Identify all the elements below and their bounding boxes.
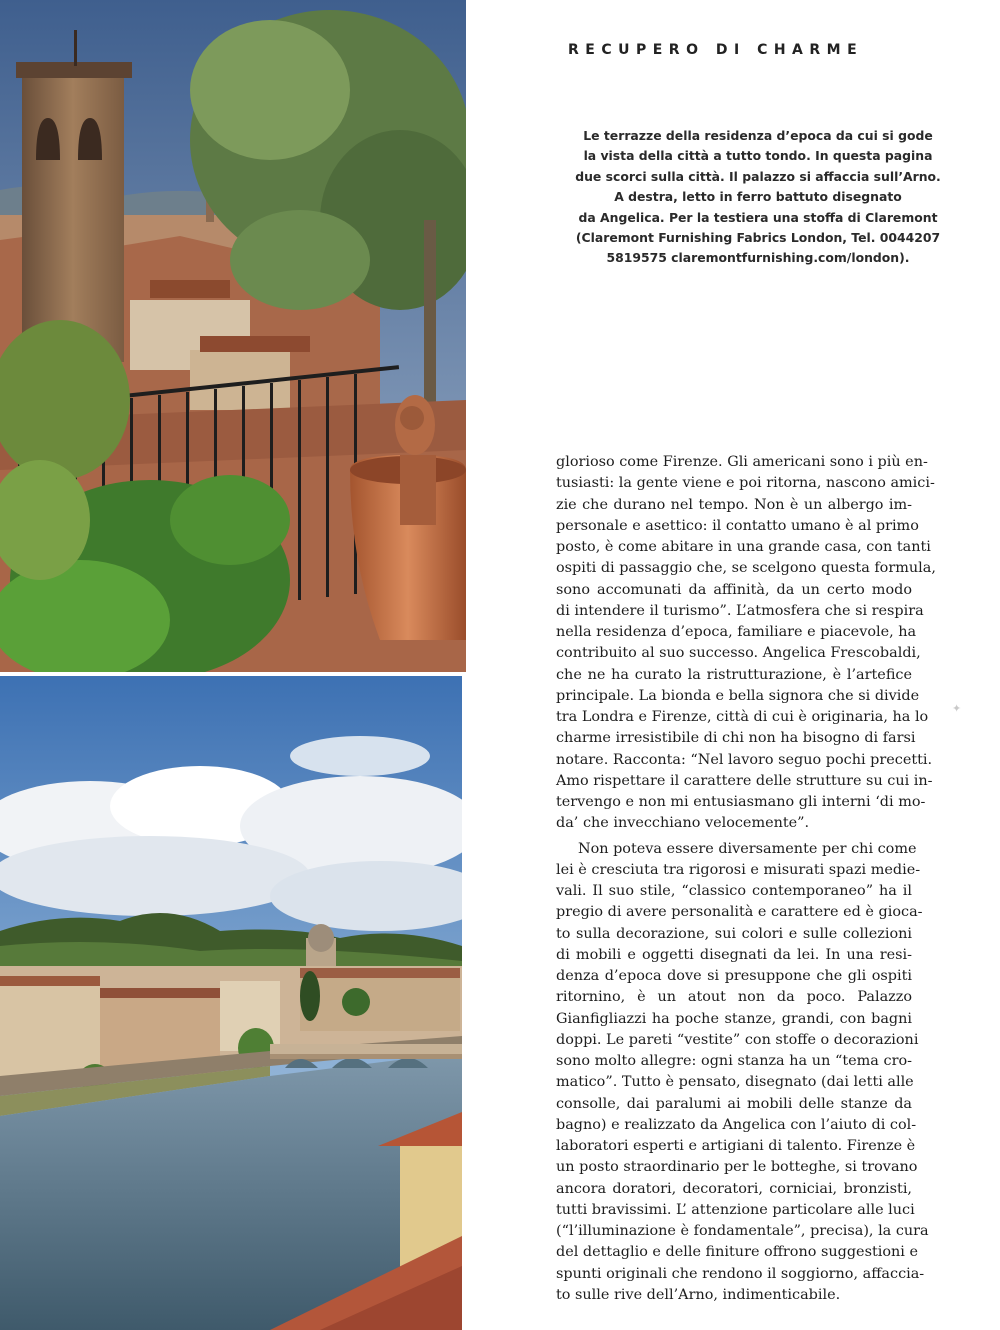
- body-line: contribuito al suo successo. Angelica Frescobaldi,: [556, 645, 921, 662]
- body-line: che ne ha curato la ristrutturazione, è l’artefice: [556, 666, 912, 683]
- body-line: personale e asettico: il contatto umano è al primo: [556, 517, 919, 534]
- caption-line: due scorci sulla città. Il palazzo si affaccia sull’Arno.: [575, 168, 941, 184]
- body-line: to sulle rive dell’Arno, indimenticabile.: [556, 1286, 841, 1303]
- body-line: notare. Racconta: “Nel lavoro seguo pochi precetti.: [556, 751, 933, 768]
- body-line: glorioso come Firenze. Gli americani sono i più en-: [556, 454, 928, 470]
- terrace-photo: [0, 0, 466, 672]
- body-line: Gianfigliazzi ha poche stanze, grandi, con bagni: [556, 1010, 912, 1027]
- body-line: ospiti di passaggio che, se scelgono questa formula,: [556, 560, 936, 577]
- body-line: charme irresistibile di chi non ha bisogno di farsi: [556, 730, 916, 747]
- body-line: (“l’illuminazione è fondamentale”, precisa), la cura: [556, 1223, 929, 1239]
- body-line: spunti originali che rendono il soggiorno, affaccia-: [556, 1265, 925, 1282]
- caption-line: da Angelica. Per la testiera una stoffa di Claremont: [578, 209, 938, 225]
- body-line: principale. La bionda e bella signora che si divide: [556, 687, 920, 704]
- body-line: denza d’epoca dove si presuppone che gli ospiti: [556, 968, 912, 984]
- body-line: da’ che invecchiano velocemente”.: [556, 815, 810, 832]
- body-line: nella residenza d’epoca, familiare e piacevole, ha: [556, 624, 917, 640]
- body-line: Amo rispettare il carattere delle strutture su cui in-: [556, 772, 933, 789]
- body-line: del dettaglio e delle finiture offrono suggestioni e: [556, 1244, 918, 1261]
- caption-line: A destra, letto in ferro battuto disegnato: [614, 189, 902, 205]
- body-line: lei è cresciuta tra rigorosi e misurati spazi medie-: [556, 861, 921, 878]
- body-line: tusiasti: la gente viene e poi ritorna, nascono amici-: [556, 475, 935, 492]
- body-line: di mobili e oggetti disegnati da lei. In una resi-: [556, 946, 912, 963]
- section-kicker: RECUPERO DI CHARME: [568, 42, 864, 58]
- scan-mark-icon: ✦: [952, 702, 962, 715]
- photo-caption: [548, 126, 968, 269]
- body-line: sono accomunati da affinità, da un certo modo: [556, 581, 912, 598]
- body-line: zie che durano nel tempo. Non è un albergo im-: [556, 496, 912, 513]
- caption-line: 5819575 claremontfurnishing.com/london).: [606, 250, 910, 266]
- caption-line: (Claremont Furnishing Fabrics London, Tel. 0044207: [575, 230, 941, 246]
- body-line: Non poteva essere diversamente per chi come: [578, 840, 917, 857]
- body-line: doppi. Le pareti “vestite” con stoffe o decorazioni: [556, 1031, 919, 1048]
- body-line: tutti bravissimi. L’ attenzione particolare alle luci: [556, 1201, 915, 1218]
- body-line: to sulla decorazione, sui colori e sulle collezioni: [556, 925, 912, 942]
- body-line: ancora doratori, decoratori, corniciai, bronzisti,: [556, 1180, 912, 1197]
- body-line: pregio di avere personalità e carattere ed è gioca-: [556, 904, 923, 921]
- body-line: tra Londra e Firenze, città di cui è originaria, ha lo: [556, 709, 929, 725]
- body-line: ritornino, è un atout non da poco. Palazzo: [556, 989, 912, 1006]
- article-body: [556, 452, 936, 1306]
- body-line: matico”. Tutto è pensato, disegnato (dai letti alle: [556, 1074, 914, 1091]
- body-line: bagno) e realizzato da Angelica con l’aiuto di col-: [556, 1116, 917, 1133]
- caption-line: la vista della città a tutto tondo. In questa pagina: [583, 148, 933, 164]
- arno-river-photo: [0, 676, 462, 1330]
- body-line: di intendere il turismo”. L’atmosfera che si respira: [556, 602, 924, 619]
- body-line: consolle, dai paralumi ai mobili delle stanze da: [556, 1095, 912, 1112]
- body-line: un posto straordinario per le botteghe, si trovano: [556, 1159, 918, 1176]
- body-line: laboratori esperti e artigiani di talento. Firenze è: [556, 1138, 916, 1154]
- caption-line: Le terrazze della residenza d’epoca da cui si gode: [583, 128, 933, 143]
- body-line: posto, è come abitare in una grande casa, con tanti: [556, 539, 931, 555]
- body-line: tervengo e non mi entusiasmano gli interni ‘di mo-: [556, 794, 926, 810]
- body-line: sono molto allegre: ogni stanza ha un “tema cro-: [556, 1053, 912, 1069]
- body-line: vali. Il suo stile, “classico contemporaneo” ha il: [556, 883, 912, 899]
